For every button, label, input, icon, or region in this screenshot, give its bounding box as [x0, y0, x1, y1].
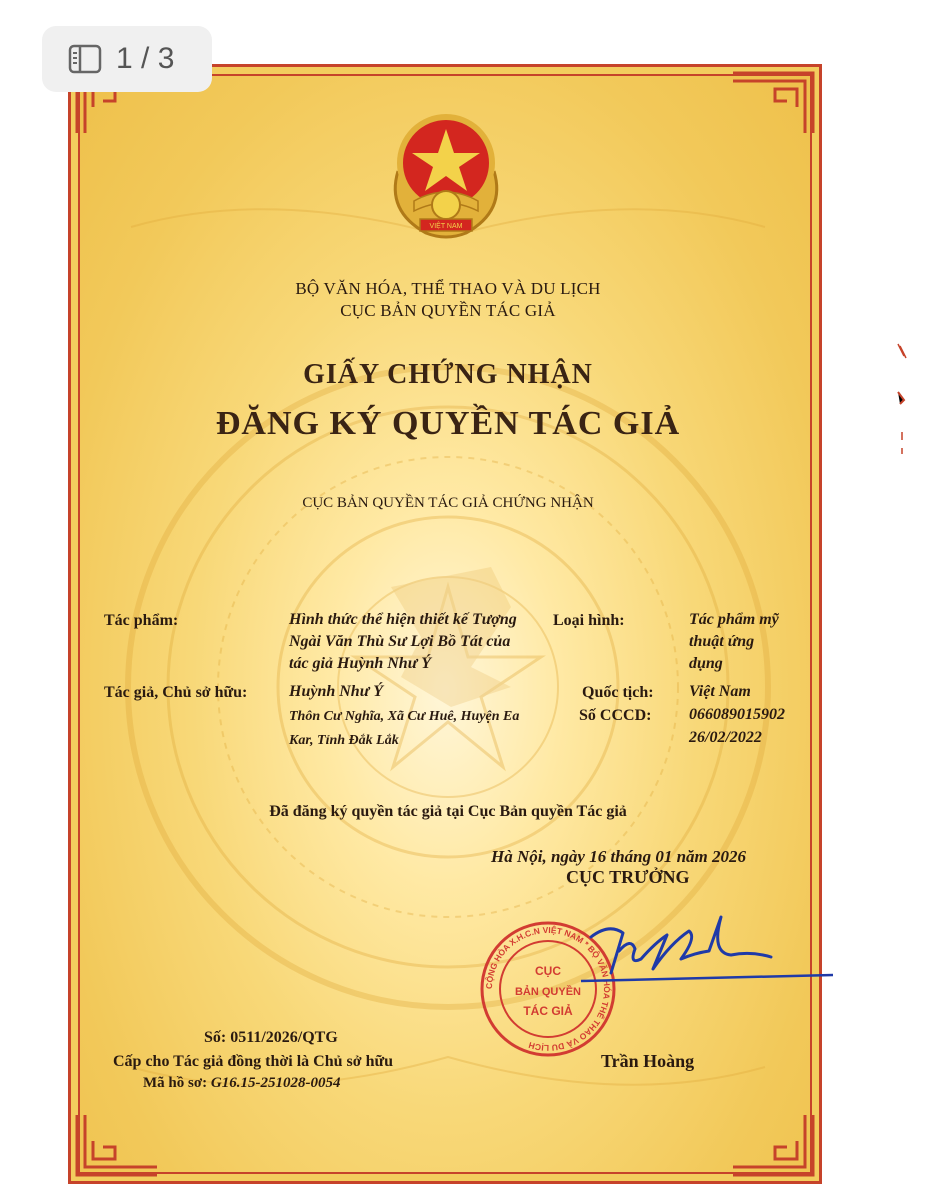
- work-title-line: Hình thức thể hiện thiết kế Tượng: [289, 611, 517, 628]
- certificate: [68, 64, 822, 1184]
- certificate-title: GIẤY CHỨNG NHẬN: [303, 359, 593, 390]
- nationality-value: Việt Nam: [689, 683, 751, 700]
- work-label: Tác phẩm:: [104, 612, 179, 629]
- edge-marks: [890, 340, 914, 460]
- file-code-label: Mã hồ sơ:: [143, 1075, 208, 1091]
- file-code-value: G16.15-251028-0054: [210, 1075, 341, 1091]
- stamp-ring-text: CỘNG HÒA X.H.C.N VIỆT NAM * BỘ VĂN HÓA THỂ THAO VÀ DU LỊCH: [483, 924, 613, 1054]
- work-type-line: Tác phẩm mỹ: [689, 611, 779, 628]
- certificate-subtitle: ĐĂNG KÝ QUYỀN TÁC GIẢ: [215, 405, 681, 442]
- svg-text:VIỆT NAM: VIỆT NAM: [429, 223, 463, 230]
- corner-ornament: [727, 1109, 819, 1181]
- document-number: Số: 0511/2026/QTG: [204, 1029, 338, 1046]
- author-address-line: Kar, Tỉnh Đắk Lắk: [289, 733, 399, 748]
- certifies-line: CỤC BẢN QUYỀN TÁC GIẢ CHỨNG NHẬN: [302, 495, 594, 511]
- issued-to: Cấp cho Tác giả đồng thời là Chủ sở hữu: [113, 1053, 393, 1070]
- id-label: Số CCCD:: [579, 707, 652, 724]
- page-indicator[interactable]: [42, 26, 212, 92]
- work-title-line: Ngài Văn Thù Sư Lợi Bồ Tát của: [289, 633, 511, 650]
- stamp-text: BẢN QUYỀN: [514, 986, 582, 998]
- author-label: Tác giả, Chủ sở hữu:: [104, 684, 248, 701]
- id-number: 066089015902: [689, 706, 785, 723]
- agency-name: CỤC BẢN QUYỀN TÁC GIẢ: [340, 301, 556, 320]
- stamp-text: CỤC: [535, 964, 561, 978]
- signature: [571, 903, 841, 1003]
- national-emblem-icon: [376, 101, 516, 247]
- type-label: Loại hình:: [553, 612, 625, 629]
- ministry-name: BỘ VĂN HÓA, THỂ THAO VÀ DU LỊCH: [295, 279, 601, 298]
- work-title-line: tác giả Huỳnh Như Ý: [289, 655, 432, 672]
- director-title: CỤC TRƯỞNG: [566, 867, 690, 887]
- page-count: 1 / 3: [116, 42, 175, 75]
- place-date: Hà Nội, ngày 16 tháng 01 năm 2026: [491, 847, 747, 866]
- author-address-line: Thôn Cư Nghĩa, Xã Cư Huê, Huyện Ea: [289, 709, 520, 724]
- corner-ornament: [727, 67, 819, 139]
- sidebar-icon: [68, 44, 102, 74]
- registration-statement: Đã đăng ký quyền tác giả tại Cục Bản quyền Tác giả: [269, 803, 627, 820]
- stamp-text: TÁC GIẢ: [523, 1004, 573, 1018]
- id-issue-date: 26/02/2022: [689, 729, 762, 746]
- corner-ornament: [71, 1109, 163, 1181]
- file-code: [143, 1075, 340, 1092]
- author-name: Huỳnh Như Ý: [289, 683, 384, 700]
- signer-name: Trần Hoàng: [601, 1051, 695, 1071]
- work-type-line: dụng: [689, 655, 723, 672]
- work-type-line: thuật ứng: [689, 633, 755, 650]
- nationality-label: Quốc tịch:: [582, 684, 654, 701]
